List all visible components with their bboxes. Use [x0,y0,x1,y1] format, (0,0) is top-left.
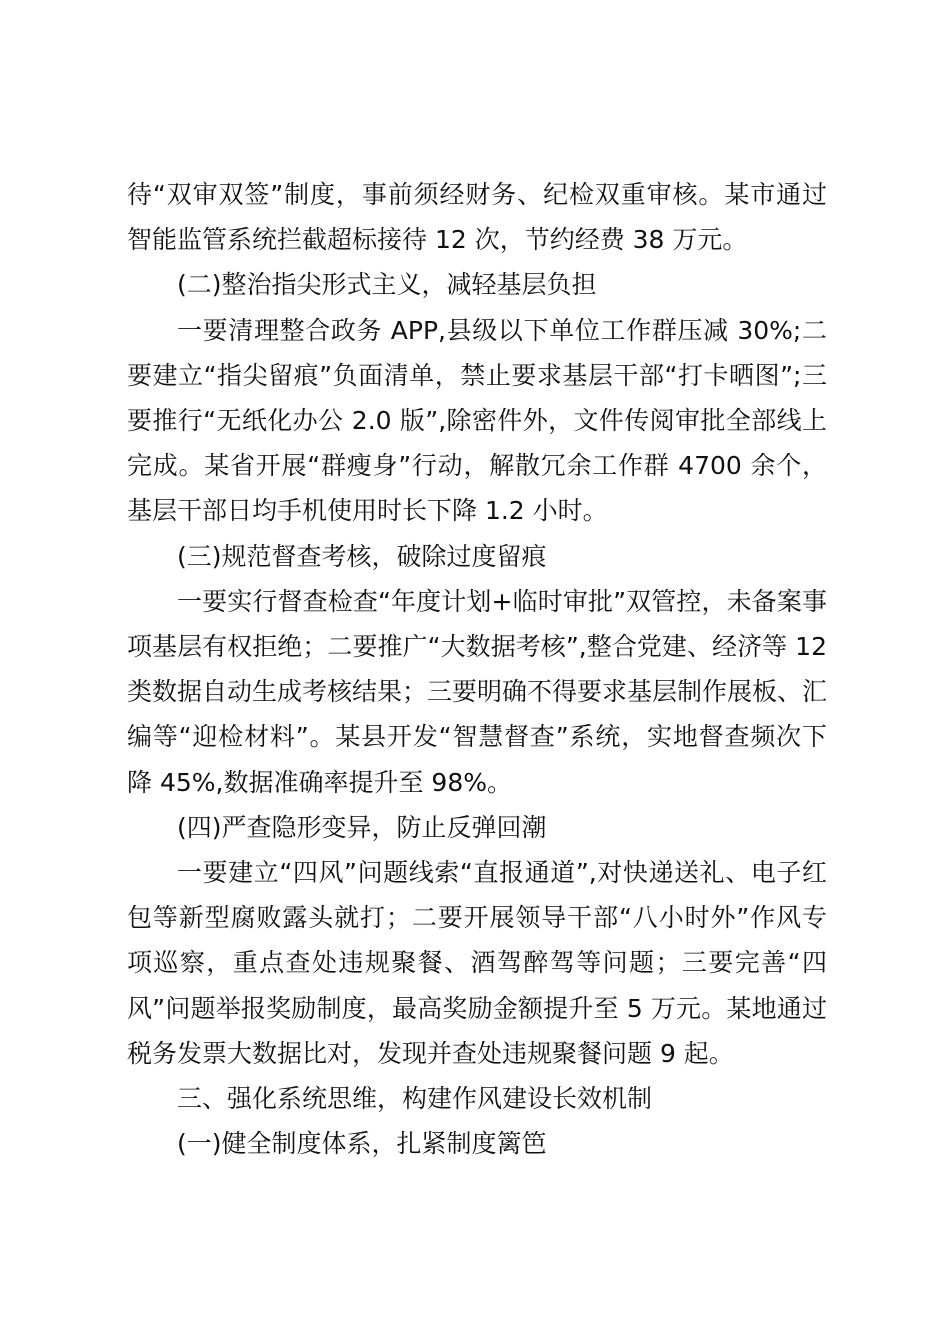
document-body [127,172,827,1166]
subheading-3: (三)规范督查考核，破除过度留痕 [177,541,547,571]
paragraph-inspection: 一要实行督查检查“年度计划+临时审批”双管控，未备案事项基层有权拒绝；二要推广“大数据考核”,整合党建、经济等 12 类数据自动生成考核结果；三要明确不得要求基层制作展板、汇编等“迎检材料”。某县开发“智慧督查”系统，实地督查频次下降 45%,数据准确率提升至 98%。 [127,586,828,797]
subheading-3-1: (一)健全制度体系，扎紧制度篱笆 [177,1129,547,1159]
subheading-2: (二)整治指尖形式主义，减轻基层负担 [177,270,597,300]
paragraph-continued: 待“双审双签”制度，事前须经财务、纪检双重审核。某市通过智能监管系统拦截超标接待 12 次，节约经费 38 万元。 [127,180,827,255]
paragraph-digital-formalism: 一要清理整合政务 APP,县级以下单位工作群压减 30%;二要建立“指尖留痕”负面清单，禁止要求基层干部“打卡晒图”;三要推行“无纸化办公 2.0 版”,除密件外，文件传阅审批全部线上完成。某省开展“群瘦身”行动，解散冗余工作群 4700 余个，基层干部日均手机使用时长下降 1.2 小时。 [127,315,827,526]
subheading-4: (四)严查隐形变异，防止反弹回潮 [177,812,547,842]
paragraph-hidden-variants: 一要建立“四风”问题线索“直报通道”,对快递送礼、电子红包等新型腐败露头就打；二要开展领导干部“八小时外”作风专项巡察，重点查处违规聚餐、酒驾醉驾等问题；三要完善“四风”问题举报奖励制度，最高奖励金额提升至 5 万元。某地通过税务发票大数据比对，发现并查处违规聚餐问题 9 起。 [127,858,827,1068]
section-heading-3: 三、强化系统思维，构建作风建设长效机制 [177,1084,653,1114]
